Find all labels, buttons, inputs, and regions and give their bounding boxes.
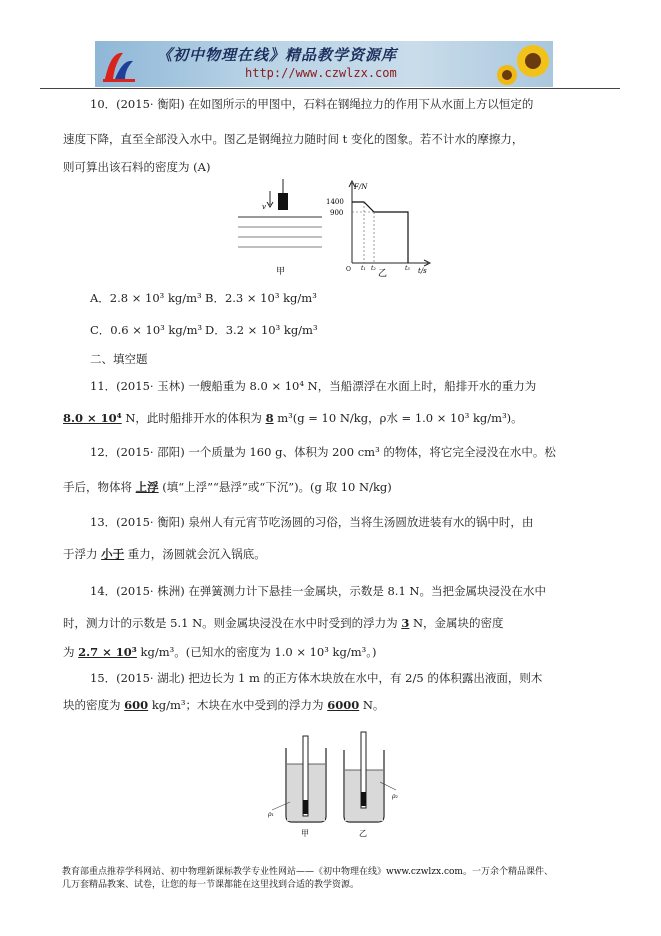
q10-line3: 则可算出该石料的密度为 (A) [63,160,211,174]
q12-line2 [63,479,392,495]
q14-text2a: 时，测力计的示数是 5.1 N。则金属块浸没在水中时受到的浮力为 [63,616,402,630]
q14-answer2: 2.7 × 10³ [78,645,137,659]
q11-text2b: m³(g = 10 N/kg，ρ水 = 1.0 × 10³ kg/m³)。 [273,411,523,425]
q14-line3 [63,644,376,660]
q11-answer1: 8.0 × 10⁴ [63,411,122,425]
q11-line1: 11．(2015· 玉林) 一艘船重为 8.0 × 10⁴ N，当船漂浮在水面上时，船排开水的重力为 [90,379,537,393]
q14-text3a: 为 [63,645,79,659]
banner-title: 《初中物理在线》精品教学资源库 [157,46,398,64]
q15-line1: 15．(2015· 湖北) 把边长为 1 m 的正方体木块放在水中，有 2/5 的体积露出液面，则木 [90,671,543,685]
sunflower-icon [493,41,553,87]
q15-answer1: 600 [124,698,149,712]
q12-answer: 上浮 [135,480,159,494]
header-banner [95,41,553,87]
figure-jia [236,177,326,277]
q11-line2 [63,410,523,426]
q14-answer1: 3 [401,616,410,630]
figure-yi-graph [324,177,434,279]
beaker-yi-rho: ρ₂ [392,793,398,800]
footer-line2: 几万套精品教案、试卷，让您的每一节课都能在这里找到合适的教学资源。 [62,880,360,890]
q15-text2b: kg/m³；木块在水中受到的浮力为 [148,698,328,712]
q13-line2 [63,546,266,562]
q13-line1: 13．(2015· 衡阳) 泉州人有元宵节吃汤圆的习俗，当将生汤圆放进装有水的锅中时，由 [90,515,534,529]
graph-t3: t₃ [405,265,410,272]
q14-text3b: kg/m³。(已知水的密度为 1.0 × 10³ kg/m³。) [136,645,377,659]
q11-answer2: 8 [265,411,274,425]
q15-text2c: N。 [359,698,385,712]
graph-t2: t₂ [371,265,376,272]
q13-text2a: 于浮力 [63,547,102,561]
site-logo-icon [101,45,137,83]
q15-text2a: 块的密度为 [63,698,125,712]
q12-text2b: (填“上浮”“悬浮”或“下沉”)。(g 取 10 N/kg) [158,480,392,494]
beaker-jia-label: 甲 [301,829,309,838]
q10-option-a: A．2.8 × 10³ kg/m³ [90,291,202,305]
q14-text2b: N，金属块的密度 [409,616,504,630]
graph-y900: 900 [330,209,344,217]
graph-ylabel: F/N [354,183,368,191]
svg-text:v: v [262,203,266,211]
q14-line1: 14．(2015· 株洲) 在弹簧测力计下悬挂一金属块，示数是 8.1 N。当把金属块浸没在水中 [90,584,546,598]
banner-url[interactable]: http://www.czwlzx.com [245,66,397,80]
q10-option-d: D．3.2 × 10³ kg/m³ [205,323,318,337]
graph-xlabel: t/s [418,267,427,275]
q12-line1: 12．(2015· 邵阳) 一个质量为 160 g、体积为 200 cm³ 的物体，将它完全浸没在水中。松 [90,445,556,459]
q10-line2: 速度下降，直至全部没入水中。图乙是钢绳拉力随时间 t 变化的图象。若不计水的摩擦力， [63,132,524,146]
beaker-jia-rho: ρ₁ [268,811,274,818]
q15-line2 [63,697,384,713]
q14-line2 [63,615,504,631]
graph-origin: O [346,266,351,273]
figure-beakers [268,730,400,842]
q13-answer: 小于 [101,547,125,561]
q15-answer2: 6000 [327,698,360,712]
footer-line1: 教育部重点推荐学科网站、初中物理新课标教学专业性网站——《初中物理在线》www.czwlzx.com。一万余个精品课件、 [62,867,553,877]
q10-line1: 10．(2015· 衡阳) 在如图所示的甲图中，石料在钢绳拉力的作用下从水面上方以恒定的 [90,97,534,111]
q10-option-c: C．0.6 × 10³ kg/m³ [90,323,203,337]
graph-t1: t₁ [361,265,366,272]
q12-text2a: 手后，物体将 [63,480,136,494]
figure-yi-label: 乙 [378,269,388,279]
q10-option-b: B．2.3 × 10³ kg/m³ [205,291,317,305]
header-divider [40,88,620,89]
beaker-yi-label: 乙 [359,829,367,838]
graph-y1400: 1400 [326,198,344,206]
q11-text2a: N，此时船排开水的体积为 [121,411,266,425]
figure-jia-label: 甲 [276,267,286,277]
q13-text2b: 重力，汤圆就会沉入锅底。 [124,547,266,561]
section-heading: 二、填空题 [90,352,148,366]
